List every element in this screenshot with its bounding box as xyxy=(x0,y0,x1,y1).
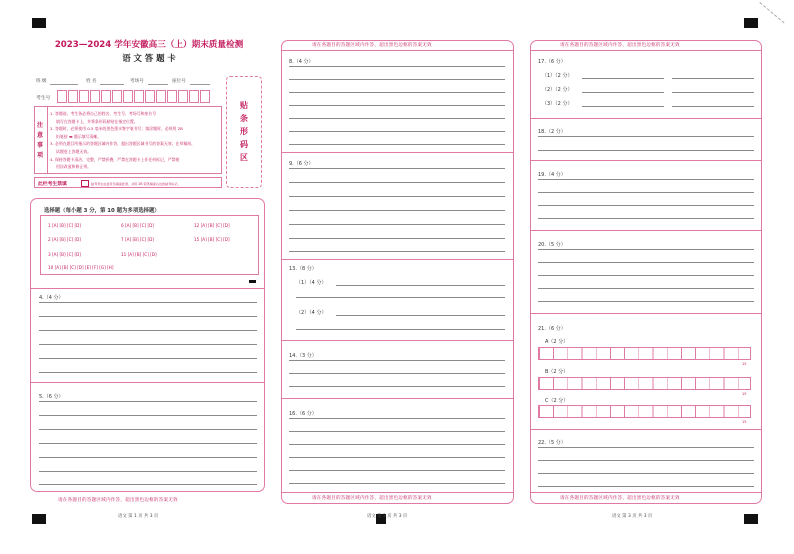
page-2-answer-panel xyxy=(281,40,514,504)
answer-line[interactable] xyxy=(289,131,505,132)
note-line: 4. 保持答题卡清洁、完整，严禁折叠，严禁在答题卡上作任何标记，严禁使 xyxy=(50,156,180,162)
answer-line[interactable] xyxy=(538,192,754,193)
q13-label: 13.（8 分） xyxy=(289,266,317,272)
page-3-footer: 语文 第 3 页 共 3 页 xyxy=(612,514,653,519)
answer-line[interactable] xyxy=(538,150,754,151)
answer-line[interactable] xyxy=(39,302,257,303)
q21-c-count: 15 xyxy=(742,420,747,424)
mc-row[interactable]: 2 [A] [B] [C] [D] xyxy=(48,237,81,242)
answer-line[interactable] xyxy=(296,297,505,298)
registration-mark xyxy=(744,514,758,524)
q-divider xyxy=(531,492,761,493)
q21-label: 21.（6 分） xyxy=(538,326,566,332)
q-divider xyxy=(531,230,761,231)
answer-line[interactable] xyxy=(289,418,505,419)
q-divider xyxy=(531,313,761,314)
notes-divider xyxy=(47,107,48,173)
answer-line[interactable] xyxy=(538,447,754,448)
page-1-header xyxy=(36,38,262,64)
q17-label: 17.（6 分） xyxy=(538,59,566,65)
page-1-warning: 请在各题目的答题区域内作答，超出黑色边框的答案无效 xyxy=(58,498,178,503)
q21-a-count: 15 xyxy=(742,362,747,366)
answer-line[interactable] xyxy=(39,429,257,430)
q17-1-label: （1）（2 分） xyxy=(542,73,573,79)
answer-line[interactable] xyxy=(289,386,505,387)
q13-2-label: （2）（4 分） xyxy=(296,310,327,316)
q14-label: 14.（3 分） xyxy=(289,353,317,359)
note-line: 用涂改液和修正带。 xyxy=(56,164,92,170)
mc-title: 选择题（每小题 3 分，第 10 题为多项选择题） xyxy=(44,208,160,214)
mc-row[interactable]: 10 [A] [B] [C] [D] [E] [F] [G] [H] xyxy=(48,265,114,270)
exam-id-label: 考生号 xyxy=(36,96,51,101)
info-row xyxy=(34,77,226,87)
mc-row[interactable]: 1 [A] [B] [C] [D] xyxy=(48,223,81,228)
q16-label: 16.（6 分） xyxy=(289,411,317,417)
answer-line[interactable] xyxy=(39,484,257,485)
answer-line[interactable] xyxy=(39,443,257,444)
answer-line[interactable] xyxy=(538,275,754,276)
seat-field[interactable] xyxy=(190,84,210,85)
answer-line[interactable] xyxy=(289,210,505,211)
barcode-area xyxy=(226,76,262,188)
answer-line[interactable] xyxy=(289,144,505,145)
registration-mark xyxy=(744,18,758,28)
q17-2-label: （2）（2 分） xyxy=(542,87,573,93)
answer-line[interactable] xyxy=(289,360,505,361)
answer-line[interactable] xyxy=(39,316,257,317)
answer-line[interactable] xyxy=(582,78,664,79)
exam-id-boxes[interactable] xyxy=(57,90,217,103)
q-divider xyxy=(282,152,513,153)
answer-line[interactable] xyxy=(672,78,754,79)
mc-row[interactable]: 11 [A] [B] [C] [D] xyxy=(121,252,157,257)
answer-line[interactable] xyxy=(289,92,505,93)
seat-label: 座位号 xyxy=(172,79,186,84)
answer-line[interactable] xyxy=(538,288,754,289)
answer-line[interactable] xyxy=(538,205,754,206)
q-divider xyxy=(531,160,761,161)
answer-line[interactable] xyxy=(289,66,505,67)
answer-line[interactable] xyxy=(672,92,754,93)
q-divider xyxy=(282,398,513,399)
answer-line[interactable] xyxy=(289,196,505,197)
answer-line[interactable] xyxy=(538,249,754,250)
exam-room-label: 考场号 xyxy=(130,79,144,84)
barcode-label: 贴 条 形 码 区 xyxy=(240,101,248,162)
q21-b-label: B（2 分） xyxy=(545,369,569,375)
note-line: 3. 必须在题目所指示的答题区域内作答，超出答题区域书写的答案无效；在草稿纸、 xyxy=(50,141,196,147)
answer-line[interactable] xyxy=(289,457,505,458)
mc-marker xyxy=(249,280,256,283)
page-3-warning-top: 请在各题目的答题区域内作答，超出黑色边框的答案无效 xyxy=(560,43,680,48)
answer-line[interactable] xyxy=(538,301,754,302)
q21-b-count: 15 xyxy=(742,392,747,396)
answer-line[interactable] xyxy=(39,372,257,373)
answer-line[interactable] xyxy=(289,238,505,239)
q-divider xyxy=(282,492,513,493)
q21-a-label: A（2 分） xyxy=(545,339,569,345)
q17-3-label: （3）（2 分） xyxy=(542,101,573,107)
q21-b-grid[interactable] xyxy=(538,377,751,390)
q21-c-label: C（2 分） xyxy=(545,398,569,404)
page-3-answer-panel xyxy=(530,40,762,504)
answer-line[interactable] xyxy=(336,315,505,316)
answer-line[interactable] xyxy=(289,105,505,106)
q19-label: 19.（4 分） xyxy=(538,172,566,178)
q8-label: 8.（4 分） xyxy=(289,59,314,65)
page-2-warning-bottom: 请在各题目的答题区域内作答，超出黑色边框的答案无效 xyxy=(312,496,432,501)
q-divider xyxy=(531,118,761,119)
answer-line[interactable] xyxy=(289,373,505,374)
notes-body xyxy=(50,110,220,171)
answer-line[interactable] xyxy=(538,460,754,461)
answer-line[interactable] xyxy=(538,486,754,487)
answer-line[interactable] xyxy=(296,329,505,330)
mc-row[interactable]: 15 [A] [B] [C] [D] xyxy=(194,237,230,242)
q22-label: 22.（5 分） xyxy=(538,440,566,446)
absent-label: 此栏考生禁填 xyxy=(38,182,67,187)
answer-line[interactable] xyxy=(39,330,257,331)
answer-line[interactable] xyxy=(39,401,257,402)
answer-line[interactable] xyxy=(289,224,505,225)
name-field[interactable] xyxy=(100,84,124,85)
q-divider xyxy=(282,259,513,260)
registration-mark xyxy=(32,18,46,28)
exam-title: 2023—2024 学年安徽高三（上）期末质量检测 xyxy=(54,40,244,50)
mc-row[interactable]: 3 [A] [B] [C] [D] xyxy=(48,252,81,257)
class-label: 班 级 xyxy=(36,79,47,84)
answer-line[interactable] xyxy=(289,444,505,445)
page-2-footer: 语文 第 2 页 共 3 页 xyxy=(367,514,408,519)
note-line: 铅笔按 ▬ 题示填写清晰。 xyxy=(56,133,102,139)
answer-line[interactable] xyxy=(289,483,505,484)
q-divider xyxy=(282,50,513,51)
q-divider xyxy=(282,340,513,341)
answer-line[interactable] xyxy=(538,262,754,263)
q9-label: 9.（6 分） xyxy=(289,161,314,167)
notes-panel xyxy=(34,106,222,174)
card-subtitle: 语 文 答 题 卡 xyxy=(122,53,176,63)
q-divider xyxy=(31,288,264,289)
answer-line[interactable] xyxy=(39,344,257,345)
mc-row[interactable]: 6 [A] [B] [C] [D] xyxy=(121,223,154,228)
q-divider xyxy=(31,382,264,383)
answer-line[interactable] xyxy=(39,358,257,359)
answer-line[interactable] xyxy=(672,106,754,107)
answer-line[interactable] xyxy=(289,182,505,183)
q21-a-grid[interactable] xyxy=(538,347,751,360)
answer-line[interactable] xyxy=(289,118,505,119)
answer-line[interactable] xyxy=(289,79,505,80)
note-line: 1. 答题前，考生务必将自己的姓名、考生号、考场号和座位号 xyxy=(50,111,157,116)
answer-line[interactable] xyxy=(289,470,505,471)
q-divider xyxy=(531,429,761,430)
q20-label: 20.（5 分） xyxy=(538,242,566,248)
answer-line[interactable] xyxy=(289,251,505,252)
q4-label: 4.（4 分） xyxy=(39,295,64,301)
answer-line[interactable] xyxy=(289,168,505,169)
q-divider xyxy=(531,50,761,51)
q18-label: 18.（2 分） xyxy=(538,129,566,135)
name-label: 姓 名 xyxy=(86,79,97,84)
answer-line[interactable] xyxy=(538,218,754,219)
absent-row xyxy=(34,177,222,188)
q5-label: 5.（6 分） xyxy=(39,394,64,400)
answer-line[interactable] xyxy=(336,285,505,286)
answer-line[interactable] xyxy=(538,179,754,180)
page-3-warning-bottom: 请在各题目的答题区域内作答，超出黑色边框的答案无效 xyxy=(560,496,680,501)
notes-title: 注意事项 xyxy=(37,122,44,159)
cut-line xyxy=(759,2,784,23)
answer-line[interactable] xyxy=(39,415,257,416)
answer-line[interactable] xyxy=(582,92,664,93)
answer-line[interactable] xyxy=(289,431,505,432)
note-line: 试题卷上答题无效。 xyxy=(56,148,92,154)
answer-line[interactable] xyxy=(538,136,754,137)
answer-line[interactable] xyxy=(582,106,664,107)
page-1-footer: 语文 第 1 页 共 3 页 xyxy=(118,514,159,519)
mc-row[interactable]: 12 [A] [B] [C] [D] xyxy=(194,223,230,228)
mc-row[interactable]: 7 [A] [B] [C] [D] xyxy=(121,237,154,242)
absent-note: 缺考考生由监考员填涂此项，并用 2B 铅笔填涂右边的缺考标记。 xyxy=(91,182,181,186)
absent-checkbox[interactable] xyxy=(81,180,89,187)
q21-c-grid[interactable] xyxy=(538,405,751,418)
class-field[interactable] xyxy=(50,84,78,85)
page-2-warning-top: 请在各题目的答题区域内作答，超出黑色边框的答案无效 xyxy=(312,43,432,48)
registration-mark xyxy=(32,514,46,524)
q13-1-label: （1）（4 分） xyxy=(296,280,327,286)
note-line: 填写在答题卡上，并将条形码粘贴在指定位置。 xyxy=(56,118,138,124)
answer-line[interactable] xyxy=(39,457,257,458)
answer-line[interactable] xyxy=(538,473,754,474)
note-line: 2. 答题时，必须使用 0.5 毫米的黑色墨水签字笔书写；填涂题时，必须用 2B xyxy=(50,126,183,132)
exam-room-field[interactable] xyxy=(148,84,168,85)
answer-line[interactable] xyxy=(39,471,257,472)
